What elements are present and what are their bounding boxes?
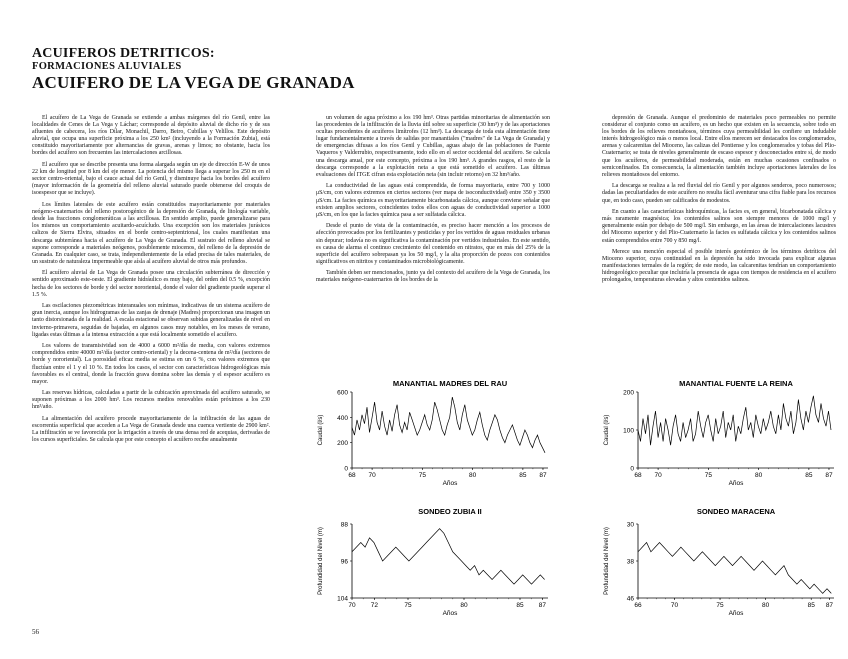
- y-tick-label: 600: [337, 389, 348, 397]
- paragraph: Los valores de transmisividad son de 4000 a 6000 m²/día de media, con valores extremos comprendidos entre 40000 m²/día (sector centro-oriental) y la decena-centena de m²/día (sectores de borde y nororiental). La porosidad eficaz media se estima en un 6 %, con valores extremos que fluctúan entre el 1 y el 10 %. En todos los casos, el sector con características hidrogeológicas más favorables es el central, donde la fracción grava domina sobre las demás y el espesor acuífero es mayor.: [32, 343, 270, 385]
- y-tick-label: 38: [626, 558, 634, 566]
- y-tick-label: 400: [337, 414, 348, 422]
- section-title: ACUIFEROS DETRITICOS:: [32, 46, 215, 61]
- y-axis-label: Profundidad del Nivel (m): [318, 527, 324, 595]
- x-tick-label: 66: [634, 602, 642, 609]
- chart-title: MANANTIAL FUENTE LA REINA: [679, 379, 793, 388]
- y-axis-label: Profundidad del Nivel (m): [604, 527, 610, 595]
- text-column-1: [32, 115, 270, 449]
- paragraph: La conductividad de las aguas está comprendida, de forma mayoritaria, entre 700 y 1000 μS/cm, con valores extremos en ciertos sectores (ver mapa de isoconductividad) entre 350 y 3500 μS/cm. La facies química es mayoritariamente bicarbonatada cálcica, aunque conviene señalar que existen amplios sectores, coincidentes todos ellos con aguas de conductividad superior a 1000 μS/cm, en los que la facies química pasa a ser sulfatada cálcica.: [316, 183, 550, 218]
- paragraph: Desde el punto de vista de la contaminación, es preciso hacer mención a los procesos de afección provocados por los fertilizantes y pesticidas y por los vertidos de aguas residuales urbanas sin depurar; todavía no es significativa la contaminación por vertidos industriales. En este sentido, es causa de alarma el continuo crecimiento del contenido en nitratos, que en más del 25% de la superficie del acuífero sobrepasan ya los 50 mg/l, y la alta proporción de pozos con contenidos significativos en nitritos y contaminados microbiológicamente.: [316, 223, 550, 265]
- x-tick-label: 75: [716, 602, 724, 609]
- x-tick-label: 75: [418, 472, 426, 479]
- y-tick-label: 200: [623, 389, 634, 397]
- x-tick-label: 85: [805, 472, 813, 479]
- series-line: [352, 397, 545, 453]
- x-tick-label: 75: [704, 472, 712, 479]
- chart-title: MANANTIAL MADRES DEL RAU: [392, 379, 508, 388]
- x-tick-label: 87: [538, 602, 547, 609]
- chart-sondeo-maracena: [602, 506, 840, 618]
- page-header: [32, 46, 432, 93]
- y-tick-label: 46: [626, 595, 634, 603]
- x-tick-label: 80: [460, 602, 468, 609]
- x-tick-label: 72: [370, 602, 379, 609]
- x-tick-label: 75: [404, 602, 412, 609]
- x-axis-label: Años: [442, 610, 458, 617]
- x-tick-label: 70: [348, 602, 356, 609]
- paragraph: Las oscilaciones piezométricas interanuales son mínimas, indicativas de un sistema acuífero de gran inercia, aunque los hidrogramas de las zanjas de drenaje (Madres) proporcionan una imagen un tanto distorsionada de la realidad. A escala estacional se observan subidas generalizadas de nivel en invierno-primavera, seguidas de bajadas, en algunos casos muy notables, en los meses de verano, ligadas estas últimas a la intensa extracción a que está localmente sometido el acuífero.: [32, 303, 270, 338]
- x-tick-label: 80: [754, 472, 763, 479]
- series-line: [638, 396, 831, 445]
- y-axis-label: Caudal (l/s): [318, 414, 324, 446]
- y-tick-label: 96: [340, 558, 348, 566]
- y-tick-label: 0: [630, 465, 634, 473]
- x-tick-label: 80: [762, 602, 770, 609]
- x-tick-label: 68: [634, 472, 642, 479]
- series-line: [352, 529, 545, 585]
- paragraph: La descarga se realiza a la red fluvial del río Genil y por algunos senderos, poco numerosos; dadas las peculiaridades de este acuífero no resulta fácil aventurar una cifra fiable para los recursos que, en todo caso, pueden ser calificados de modestos.: [602, 183, 836, 204]
- x-axis-label: Años: [442, 480, 458, 487]
- chart-sondeo-zubia: [316, 506, 554, 618]
- paragraph: El acuífero aluvial de La Vega de Granada posee una circulación subterránea de dirección y sentido aproximado este-oeste. El gradiente hidráulico es muy bajo, del orden del 0.5 %, excepción hecha de los sectores de borde y del sector nororiental, donde el valor del gradiente puede superar el 1.5 %.: [32, 270, 270, 298]
- paragraph: Merece una mención especial el posible interés geotérmico de los términos detríticos del Mioceno superior, cuya continuidad en la depresión ha sido invocada para explicar algunas manifestaciones termales de la región; de este modo, las calcarenitas tendrían un comportamiento hidrogeológico peculiar que incluiría la presencia de agua con tiempos de residencia en el acuífero prolongados, temperaturas elevadas y altos contenidos salinos.: [602, 249, 836, 284]
- paragraph: Los límites laterales de este acuífero están constituidos mayoritariamente por materiales neógeno-cuaternarios del relleno postorogénico de la depresión de Granada, de litología variable, desde las fracciones conglomeráticas a las arcillosas. En sentido amplio, puede generalizarse para los mismos un comportamiento acuitardo-acuícludo. Una excepción son los materiales jurásicos calizos de Sierra Elvira, situados en el borde centro-septentrional, los cuales manifiestan una descarga subterránea hacia el acuífero de La Vega de Granada. El sustrato del relleno aluvial se supone corresponde a materiales neógenos, posiblemente miocenos, del relleno de la depresión de Granada. En cualquier caso, se trata, independientemente de la edad precisa de tales materiales, de un sustrato de naturaleza impermeable que aísla al acuífero aluvial de otros más profundos.: [32, 202, 270, 265]
- y-tick-label: 200: [337, 440, 348, 448]
- chart-madres-del-rau: [316, 378, 554, 488]
- y-tick-label: 104: [337, 595, 348, 603]
- x-tick-label: 85: [807, 602, 815, 609]
- x-tick-label: 87: [539, 472, 547, 479]
- x-tick-label: 70: [368, 472, 376, 479]
- paragraph: En cuanto a las características hidroquímicas, la facies es, en general, bicarbonatada cálcica y más raramente magnésica; los contenidos salinos son siempre menores de 1000 mg/l y generalmente están por debajo de 500 mg/l. Sin embargo, en las áreas de intercalaciones lacustres del Mioceno superior y del Plio-Cuaternario la facies es sulfatada cálcica y los contenidos salinos están comprendidos entre 700 y 850 mg/l.: [602, 209, 836, 244]
- paragraph: La alimentación del acuífero procede mayoritariamente de la infiltración de las aguas de escorrentía superficial que acceden a La Vega de Granada desde una cuenca vertiente de 2900 km². La infiltración se ve favorecida por la irrigación a través de una densa red de acequias, derivadas de los cursos superficiales. Se calcula que por este concepto el acuífero recibe anualmente: [32, 416, 270, 444]
- paragraph: El acuífero que se describe presenta una forma alargada según un eje de dirección E-W de unos 22 km de longitud por 8 km del eje menor. La potencia del mismo llega a superar los 250 m en el sector centro-oriental, bajo el cauce actual del río Genil, y disminuye hacia los bordes del acuífero (mayor información de la geometría del relleno aluvial saturado puede obtenerse del croquis de isoespesor que se incluye).: [32, 162, 270, 197]
- x-axis-label: Años: [728, 480, 744, 487]
- chart-title: SONDEO MARACENA: [696, 507, 776, 516]
- paragraph: un volumen de agua próximo a los 190 hm³. Otras partidas minoritarias de alimentación son las procedentes de la infiltración de la lluvia útil sobre su superficie (30 hm³) y de las aportaciones ocultas procedentes de acuíferos limítrofes (12 hm³). La descarga de toda esta alimentación tiene lugar fundamentalmente a través de salidas por manantiales ("madres" de La Vega de Granada) y de emergencias difusas a los ríos Genil y Cubillas, aguas abajo de las poblaciones de Fuente Vaqueros y Valderrubio, respectivamente, todo ello en el sector occidental del acuífero. Se calcula una descarga anual, por este concepto, próxima a los 190 hm³. A grandes rasgos, el resto de la descarga corresponde a la explotación neta a que está sometido el acuífero. Las últimas evaluaciones del ITGE cifran esta explotación neta (sin incluir retorno) en 32 hm³/año.: [316, 115, 550, 178]
- x-tick-label: 80: [468, 472, 477, 479]
- text-column-3: [602, 115, 836, 289]
- y-tick-label: 100: [623, 427, 634, 435]
- page-title: ACUIFERO DE LA VEGA DE GRANADA: [32, 73, 355, 92]
- text-column-2: [316, 115, 550, 289]
- section-subtitle: FORMACIONES ALUVIALES: [32, 61, 182, 72]
- series-line: [638, 543, 831, 594]
- page-number: 56: [32, 628, 39, 636]
- chart-fuente-la-reina: [602, 378, 840, 488]
- x-axis-label: Años: [728, 610, 744, 617]
- paragraph: El acuífero de La Vega de Granada se extiende a ambas márgenes del río Genil, entre las localidades de Cenes de La Vega y Láchar; corresponde al depósito aluvial de dicho río y de sus afluentes de cabecera, los ríos Dílar, Monachil, Darro, Beiro, Cubillas y Velillos. Este depósito aluvial, que ocupa una superficie próxima a los 250 km² (incluyendo a la Formación Zubia), está constituido mayoritariamente por alternancias de gravas, arenas y limos; no obstante, hacia los bordes del acuífero son frecuentes las intercalaciones arcillosas.: [32, 115, 270, 157]
- y-tick-label: 30: [626, 521, 634, 529]
- y-axis-label: Caudal (l/s): [604, 414, 610, 446]
- paragraph: También deben ser mencionados, junto ya del contexto del acuífero de la Vega de Granada, los materiales neógeno-cuaternarios de los bordes de la: [316, 270, 550, 284]
- x-tick-label: 70: [654, 472, 662, 479]
- paragraph: Las reservas hídricas, calculadas a partir de la cubicación aproximada del acuífero saturado, se suponen próximas a los 2000 hm³. Los recursos medios renovables están próximos a los 230 hm³/año.: [32, 390, 270, 411]
- x-tick-label: 85: [516, 602, 524, 609]
- x-tick-label: 87: [825, 472, 833, 479]
- x-tick-label: 68: [348, 472, 356, 479]
- x-tick-label: 85: [519, 472, 527, 479]
- x-tick-label: 87: [825, 602, 834, 609]
- paragraph: depresión de Granada. Aunque el predominio de materiales poco permeables no permite considerar el conjunto como un acuífero, es un hecho que existen en la secuencia, sobre todo en los bordes de los relieves montañosos, términos cuya permeabilidad les confiere un indudable interés hidrogeológico más o menos local. Entre ellos merecen ser destacados los conglomerados, arenas y calcarenitas del Mioceno, las calizas del Pontiense y los conglomerados y tobas del Plio-Cuaternario; se trata de niveles generalmente de escaso espesor y desconectados entre sí, de modo que los acuíferos, de permeabilidad moderada, están en muchas ocasiones confinados o semiconfinados. En consecuencia, la alimentación también incluye aportaciones laterales de los relieves montañosos del entorno.: [602, 115, 836, 178]
- chart-title: SONDEO ZUBIA II: [418, 507, 482, 516]
- y-tick-label: 88: [340, 521, 348, 529]
- y-tick-label: 0: [344, 465, 348, 473]
- x-tick-label: 70: [670, 602, 679, 609]
